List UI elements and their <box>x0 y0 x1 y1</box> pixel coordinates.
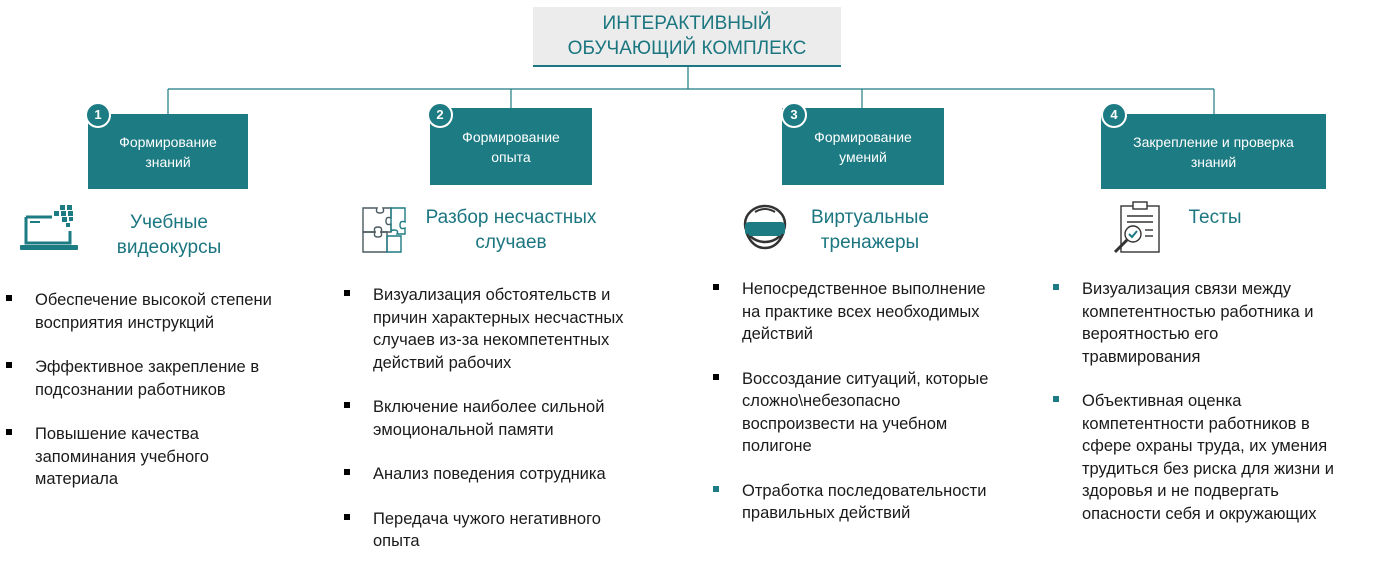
list-item-line: вероятностью его <box>1082 325 1219 343</box>
list-item-line: Эффективное закрепление в <box>35 358 260 376</box>
bullet-marker <box>713 284 719 290</box>
list-item-line: подсознании работников <box>35 380 226 399</box>
root-title-line2: ОБУЧАЮЩИЙ КОМПЛЕКС <box>567 38 807 59</box>
list-item-line: действий рабочих <box>373 353 512 372</box>
list-item <box>6 423 326 491</box>
bullet-marker <box>344 469 350 475</box>
bullet-marker <box>6 295 12 301</box>
puzzle-icon <box>357 204 409 256</box>
list-item <box>344 508 674 553</box>
list-item-line: Визуализация обстоятельств и <box>373 286 611 304</box>
stage-label-line1: Формирование <box>462 128 560 145</box>
list-item-line: материала <box>35 470 119 488</box>
root-title-line1: ИНТЕРАКТИВНЫЙ <box>602 13 772 34</box>
list-item-line: Отработка последовательности <box>742 481 987 500</box>
stage-number-badge: 2 <box>427 102 453 128</box>
column-title-line2: видеокурсы <box>116 237 222 258</box>
bullet-marker <box>713 374 719 380</box>
list-item-line: опыта <box>373 532 420 550</box>
bullet-list-videocourses <box>6 289 326 513</box>
root-title-box <box>533 7 841 67</box>
clipboard-test-icon <box>1111 200 1167 256</box>
list-item-line: травмирования <box>1082 347 1201 366</box>
stage-number-badge: 1 <box>85 102 111 128</box>
stage-label-line2: опыта <box>491 148 531 165</box>
laptop-icon <box>18 203 86 253</box>
stage-number-badge: 3 <box>781 102 807 128</box>
list-item <box>6 356 326 401</box>
list-item-line: компетентностью работника и <box>1082 302 1314 321</box>
list-item-line: компетентности работников в <box>1082 414 1310 433</box>
list-item-line: Визуализация связи между <box>1082 280 1291 298</box>
list-item-line: Воссоздание ситуаций, которые <box>742 369 989 388</box>
stage-label-line1: Закрепление и проверка <box>1133 133 1294 150</box>
list-item <box>713 278 1048 346</box>
list-item-line: опасности себя и окружающих <box>1082 504 1317 523</box>
bullet-marker <box>6 362 12 368</box>
stage-label-line1: Формирование <box>119 133 217 150</box>
column-title-line1: Разбор несчастных <box>425 207 597 228</box>
column-title-line2: тренажеры <box>820 232 920 253</box>
bullet-marker <box>713 486 719 492</box>
stage-label-line2: знаний <box>1190 153 1237 170</box>
stage-number-badge: 4 <box>1101 102 1127 128</box>
list-item-line: эмоциональной памяти <box>373 420 554 439</box>
vr-headset-icon <box>741 204 789 254</box>
list-item-line: сфере охраны труда, их умения <box>1082 437 1328 455</box>
list-item-line: Обеспечение высокой степени <box>35 291 272 309</box>
list-item-line: Анализ поведения сотрудника <box>373 465 606 483</box>
bullet-list-accidents <box>344 284 674 575</box>
column-title-line2: случаев <box>475 232 547 253</box>
list-item-line: сложно\небезопасно <box>742 392 901 410</box>
list-item <box>344 284 674 374</box>
stage-box-1 <box>88 114 248 189</box>
stage-label-line2: знаний <box>145 153 191 170</box>
stage-label-line2: умений <box>839 148 887 165</box>
column-title-accidents <box>405 205 617 255</box>
stage-box-4 <box>1101 114 1326 189</box>
list-item-line: запоминания учебного <box>35 447 209 466</box>
bullet-marker <box>344 514 350 520</box>
list-item <box>1053 278 1373 368</box>
bullet-marker <box>344 402 350 408</box>
list-item <box>713 368 1048 458</box>
list-item-line: Объективная оценка <box>1082 392 1242 410</box>
list-item <box>344 463 674 486</box>
list-item-line: здоровья и не подвергать <box>1082 482 1279 500</box>
column-title-videocourses <box>94 210 244 260</box>
list-item-line: восприятия инструкций <box>35 313 215 332</box>
bullet-marker <box>1053 284 1059 290</box>
list-item-line: Повышение качества <box>35 425 199 443</box>
list-item <box>344 396 674 441</box>
bullet-list-tests <box>1053 278 1373 547</box>
list-item-line: случаев из-за некомпетентных <box>373 331 610 349</box>
bullet-marker <box>6 429 12 435</box>
bullet-marker <box>344 290 350 296</box>
column-title-simulators <box>790 205 950 255</box>
stage-box-3 <box>782 108 944 185</box>
list-item-line: причин характерных несчастных <box>373 308 624 327</box>
list-item-line: полигоне <box>742 437 812 455</box>
column-title-line1: Тесты <box>1188 207 1242 228</box>
list-item-line: Передача чужого негативного <box>373 509 601 528</box>
list-item <box>1053 390 1373 525</box>
list-item-line: воспроизвести на учебном <box>742 414 948 433</box>
bullet-marker <box>1053 396 1059 402</box>
list-item <box>6 289 326 334</box>
column-title-tests <box>1170 205 1260 230</box>
list-item-line: правильных действий <box>742 504 911 522</box>
stage-box-2 <box>430 108 592 185</box>
stage-label-line1: Формирование <box>814 128 912 145</box>
list-item-line: трудиться без риска для жизни и <box>1082 459 1334 478</box>
list-item-line: Непосредственное выполнение <box>742 280 986 298</box>
list-item-line: действий <box>742 325 814 343</box>
list-item-line: на практике всех необходимых <box>742 302 980 321</box>
column-title-line1: Учебные <box>130 212 208 233</box>
bullet-list-simulators <box>713 278 1048 547</box>
list-item-line: Включение наиболее сильной <box>373 398 605 416</box>
list-item <box>713 480 1048 525</box>
column-title-line1: Виртуальные <box>811 207 929 228</box>
